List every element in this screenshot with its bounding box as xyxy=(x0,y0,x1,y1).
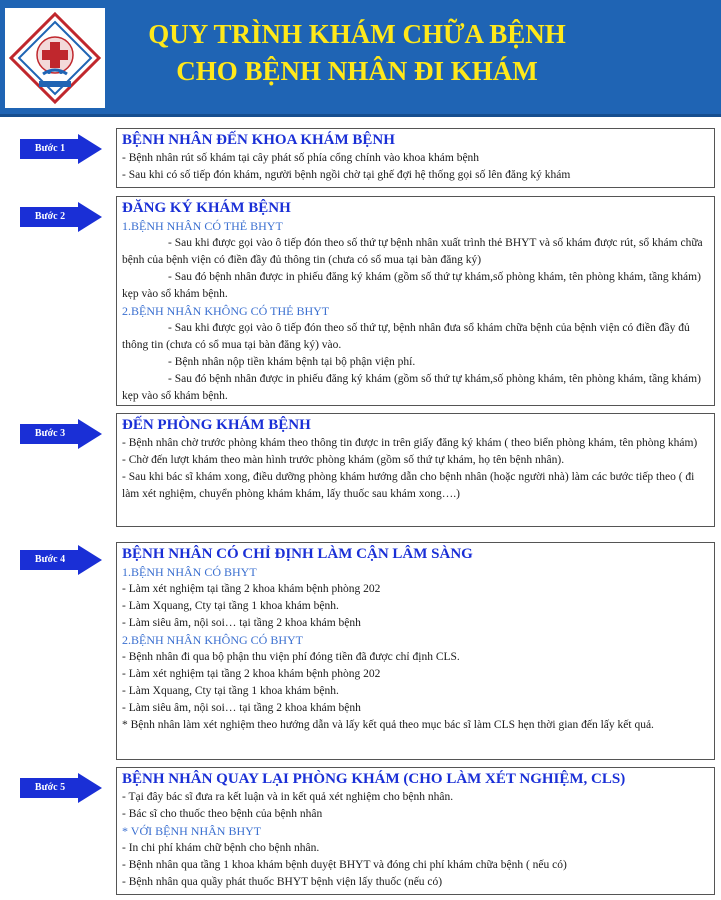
step-2-subheading-1: 1.BỆNH NHÂN CÓ THẺ BHYT xyxy=(122,219,283,233)
step-4-line: - Làm Xquang, Cty tại tầng 1 khoa khám bệnh. xyxy=(122,600,339,612)
step-5-box xyxy=(116,767,715,895)
step-1-box xyxy=(116,128,715,188)
step-5-line: - Bệnh nhân qua quầy phát thuốc BHYT bệnh viện lấy thuốc (nếu có) xyxy=(122,876,443,888)
hospital-logo xyxy=(5,8,105,108)
step-4-subheading-1: 1.BỆNH NHÂN CÓ BHYT xyxy=(122,565,257,579)
step-1-line: - Bệnh nhân rút số khám tại cây phát số phía cổng chính vào khoa khám bệnh xyxy=(122,152,480,164)
step-4-line: - Làm siêu âm, nội soi… tại tầng 2 khoa khám bệnh xyxy=(122,617,361,629)
step-3-line: - Chờ đến lượt khám theo màn hình trước phòng khám (gồm số thứ tự khám, họ tên bệnh nhân). xyxy=(122,454,565,466)
step-4-label: Bước 4 xyxy=(34,554,66,565)
step-5-label: Bước 5 xyxy=(34,782,66,793)
step-3-title: ĐẾN PHÒNG KHÁM BỆNH xyxy=(122,417,311,433)
step-5-title: BỆNH NHÂN QUAY LẠI PHÒNG KHÁM (CHO LÀM XÉT NGHIỆM, CLS) xyxy=(122,771,626,787)
step-4-subheading-2: 2.BỆNH NHÂN KHÔNG CÓ BHYT xyxy=(122,633,303,647)
step-1-tag xyxy=(20,134,102,164)
step-4-line: - Làm xét nghiệm tại tầng 2 khoa khám bệnh phòng 202 xyxy=(122,668,381,680)
step-3-line: - Bệnh nhân chờ trước phòng khám theo thông tin được in trên giấy đăng ký khám ( theo biển phòng khám, tên phòng khám) xyxy=(122,437,698,449)
step-2-line: - Sau đó bệnh nhân được in phiếu đăng ký khám (gồm số thứ tự khám,số phòng khám, tên phòng khám, tầng khám) kẹp vào sổ khám bệnh. xyxy=(122,373,701,402)
step-1-label: Bước 1 xyxy=(34,143,66,154)
step-2-tag xyxy=(20,202,102,232)
header-banner xyxy=(0,0,721,117)
step-4-line: - Làm siêu âm, nội soi… tại tầng 2 khoa khám bệnh xyxy=(122,702,361,714)
step-2-line: - Bệnh nhân nộp tiền khám bệnh tại bộ phận viện phí. xyxy=(168,356,416,368)
step-2-line: - Sau khi được gọi vào ô tiếp đón theo số thứ tự, bệnh nhân đưa sổ khám chữa bệnh của bệnh viện có điền đầy đủ thông tin (chưa có sổ mua tại bàn đăng ký) vào. xyxy=(122,322,690,351)
step-3-box xyxy=(116,413,715,527)
step-4-line: - Làm Xquang, Cty tại tầng 1 khoa khám bệnh. xyxy=(122,685,339,697)
step-5-line: - Tại đây bác sĩ đưa ra kết luận và in kết quả xét nghiệm cho bệnh nhân. xyxy=(122,791,454,803)
step-2-box xyxy=(116,196,715,406)
step-4-tag xyxy=(20,545,102,575)
step-4-title: BỆNH NHÂN CÓ CHỈ ĐỊNH LÀM CẬN LÂM SÀNG xyxy=(122,546,473,562)
step-1-title: BỆNH NHÂN ĐẾN KHOA KHÁM BỆNH xyxy=(122,132,395,148)
title-line-1: QUY TRÌNH KHÁM CHỮA BỆNH xyxy=(148,19,566,49)
step-2-title: ĐĂNG KÝ KHÁM BỆNH xyxy=(122,200,291,216)
step-3-line: - Sau khi bác sĩ khám xong, điều dưỡng phòng khám hướng dẫn cho bệnh nhân (hoặc người nhà) làm các bước tiếp theo ( đi làm xét nghiệm, chuyển phòng khám khám, lấy thuốc sau khám xong….) xyxy=(122,471,695,500)
step-5-tag xyxy=(20,773,102,803)
step-4-line: - Làm xét nghiệm tại tầng 2 khoa khám bệnh phòng 202 xyxy=(122,583,381,595)
step-4-line: - Bệnh nhân đi qua bộ phận thu viện phí đóng tiền đã được chỉ định CLS. xyxy=(122,651,460,663)
step-4-box xyxy=(116,542,715,760)
step-5-line: - Bệnh nhân qua tầng 1 khoa khám bệnh duyệt BHYT và đóng chi phí khám chữa bệnh ( nếu có) xyxy=(122,859,567,871)
step-2-subheading-2: 2.BỆNH NHÂN KHÔNG CÓ THẺ BHYT xyxy=(122,304,330,318)
step-5-line: - In chi phí khám chữ bệnh cho bệnh nhân. xyxy=(122,842,320,854)
step-2-label: Bước 2 xyxy=(34,211,66,222)
step-2-line: - Sau khi được gọi vào ô tiếp đón theo số thứ tự bệnh nhân xuất trình thẻ BHYT và số khám được rút, sổ khám chữa bệnh của bệnh viện có điền đầy đủ thông tin (chưa có sổ mua tại bàn đăng ký) xyxy=(122,237,703,266)
step-1-line: - Sau khi có số tiếp đón khám, người bệnh ngồi chờ tại ghế đợi hệ thống gọi số lên đăng ký khám xyxy=(122,169,571,181)
step-5-line: - Bác sĩ cho thuốc theo bệnh của bệnh nhân xyxy=(122,808,323,820)
step-2-line: - Sau đó bệnh nhân được in phiếu đăng ký khám (gồm số thứ tự khám,số phòng khám, tên phòng khám, tầng khám) kẹp vào sổ khám bệnh. xyxy=(122,271,701,300)
step-3-label: Bước 3 xyxy=(34,428,66,439)
step-3-tag xyxy=(20,419,102,449)
title-line-2: CHO BỆNH NHÂN ĐI KHÁM xyxy=(176,56,538,86)
step-5-subheading: * VỚI BỆNH NHÂN BHYT xyxy=(122,824,262,838)
page-title xyxy=(112,16,602,90)
step-4-note: * Bệnh nhân làm xét nghiệm theo hướng dẫn và lấy kết quả theo mục bác sĩ làm CLS hẹn thời gian đến lấy kết quả. xyxy=(122,719,654,731)
